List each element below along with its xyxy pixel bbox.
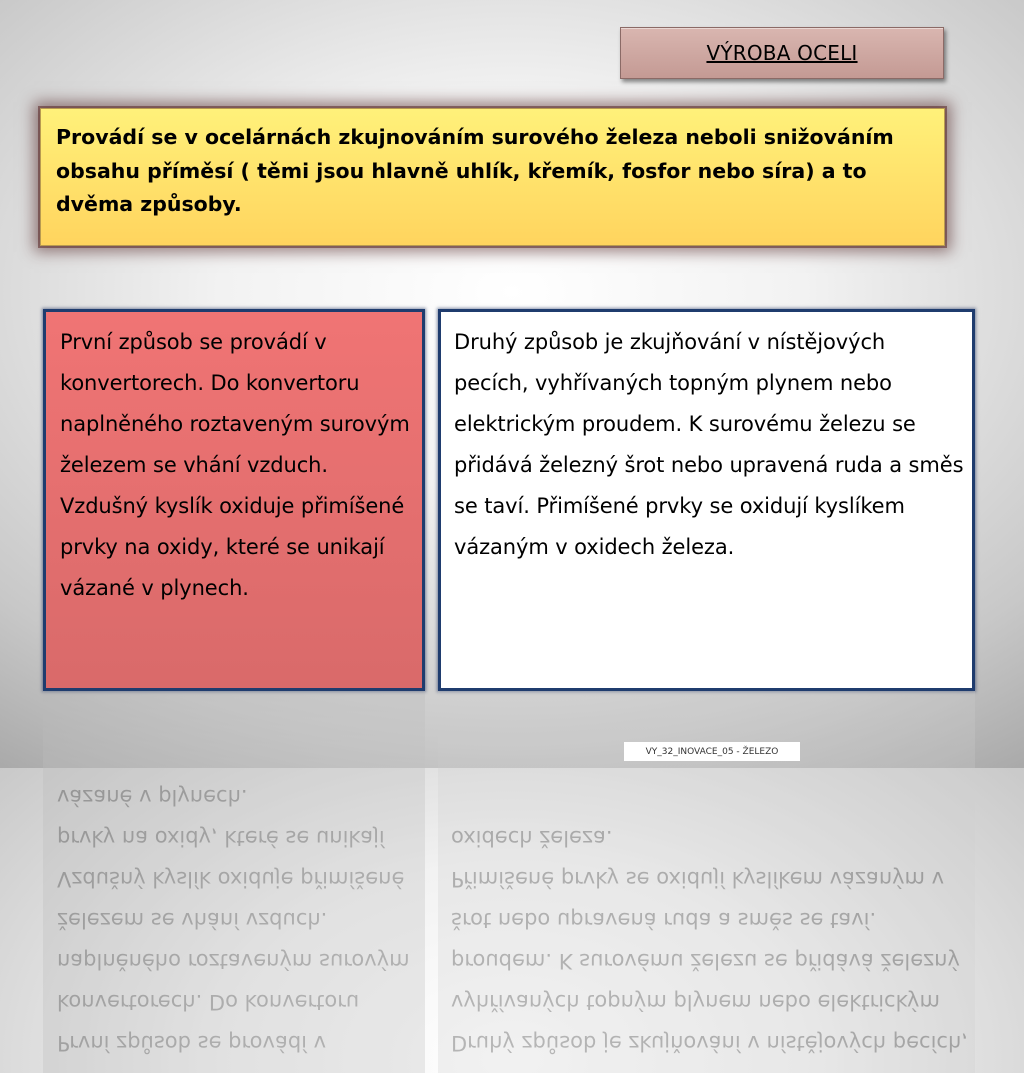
title-box bbox=[620, 27, 944, 79]
intro-box bbox=[40, 108, 945, 246]
footer-text: VY_32_INOVACE_05 - ŽELEZO bbox=[645, 746, 779, 757]
footer-box bbox=[624, 742, 800, 761]
right-column-box bbox=[438, 309, 975, 691]
right-column-text: Druhý způsob je zkujňování v nístějových pecích, vyhřívaných topným plynem nebo elektrickým proudem. K surovému železu se přidává železný šrot nebo upravená ruda a směs se taví. Přimíšené prvky se oxidují kyslíkem vázaným v oxidech železa. bbox=[454, 330, 964, 559]
slide-title: VÝROBA OCELI bbox=[706, 41, 858, 65]
left-column-text: První způsob se provádí v konvertorech. Do konvertoru naplněného roztaveným surovým železem se vhání vzduch. Vzdušný kyslík oxiduje přimíšené prvky na oxidy, které se unikají vázané v plynech. bbox=[60, 330, 410, 600]
left-reflection-text: První způsob se provádí v konvertorech. Do konvertoru naplněného roztaveným surovým železem se vhání vzduch. Vzdušný kyslík oxiduje přimíšené prvky na oxidy, které se unikají vázané v plynech. bbox=[57, 785, 410, 1055]
left-column-reflection bbox=[43, 691, 425, 1055]
left-column-box bbox=[43, 309, 425, 691]
left-reflection-fade bbox=[43, 691, 425, 768]
right-reflection-text: Druhý způsob je zkujňování v nístějových pecích, vyhřívaných topným plynem nebo elektrickým proudem. K surovému železu se přidává železný šrot nebo upravená ruda a směs se taví. Přimíšené prvky se oxidují kyslíkem vázaným v oxidech železa. bbox=[451, 826, 968, 1055]
intro-text: Provádí se v ocelárnách zkujnováním surového železa neboli snižováním obsahu příměsí ( těmi jsou hlavně uhlík, křemík, fosfor nebo síra) a to dvěma způsoby. bbox=[56, 125, 894, 216]
